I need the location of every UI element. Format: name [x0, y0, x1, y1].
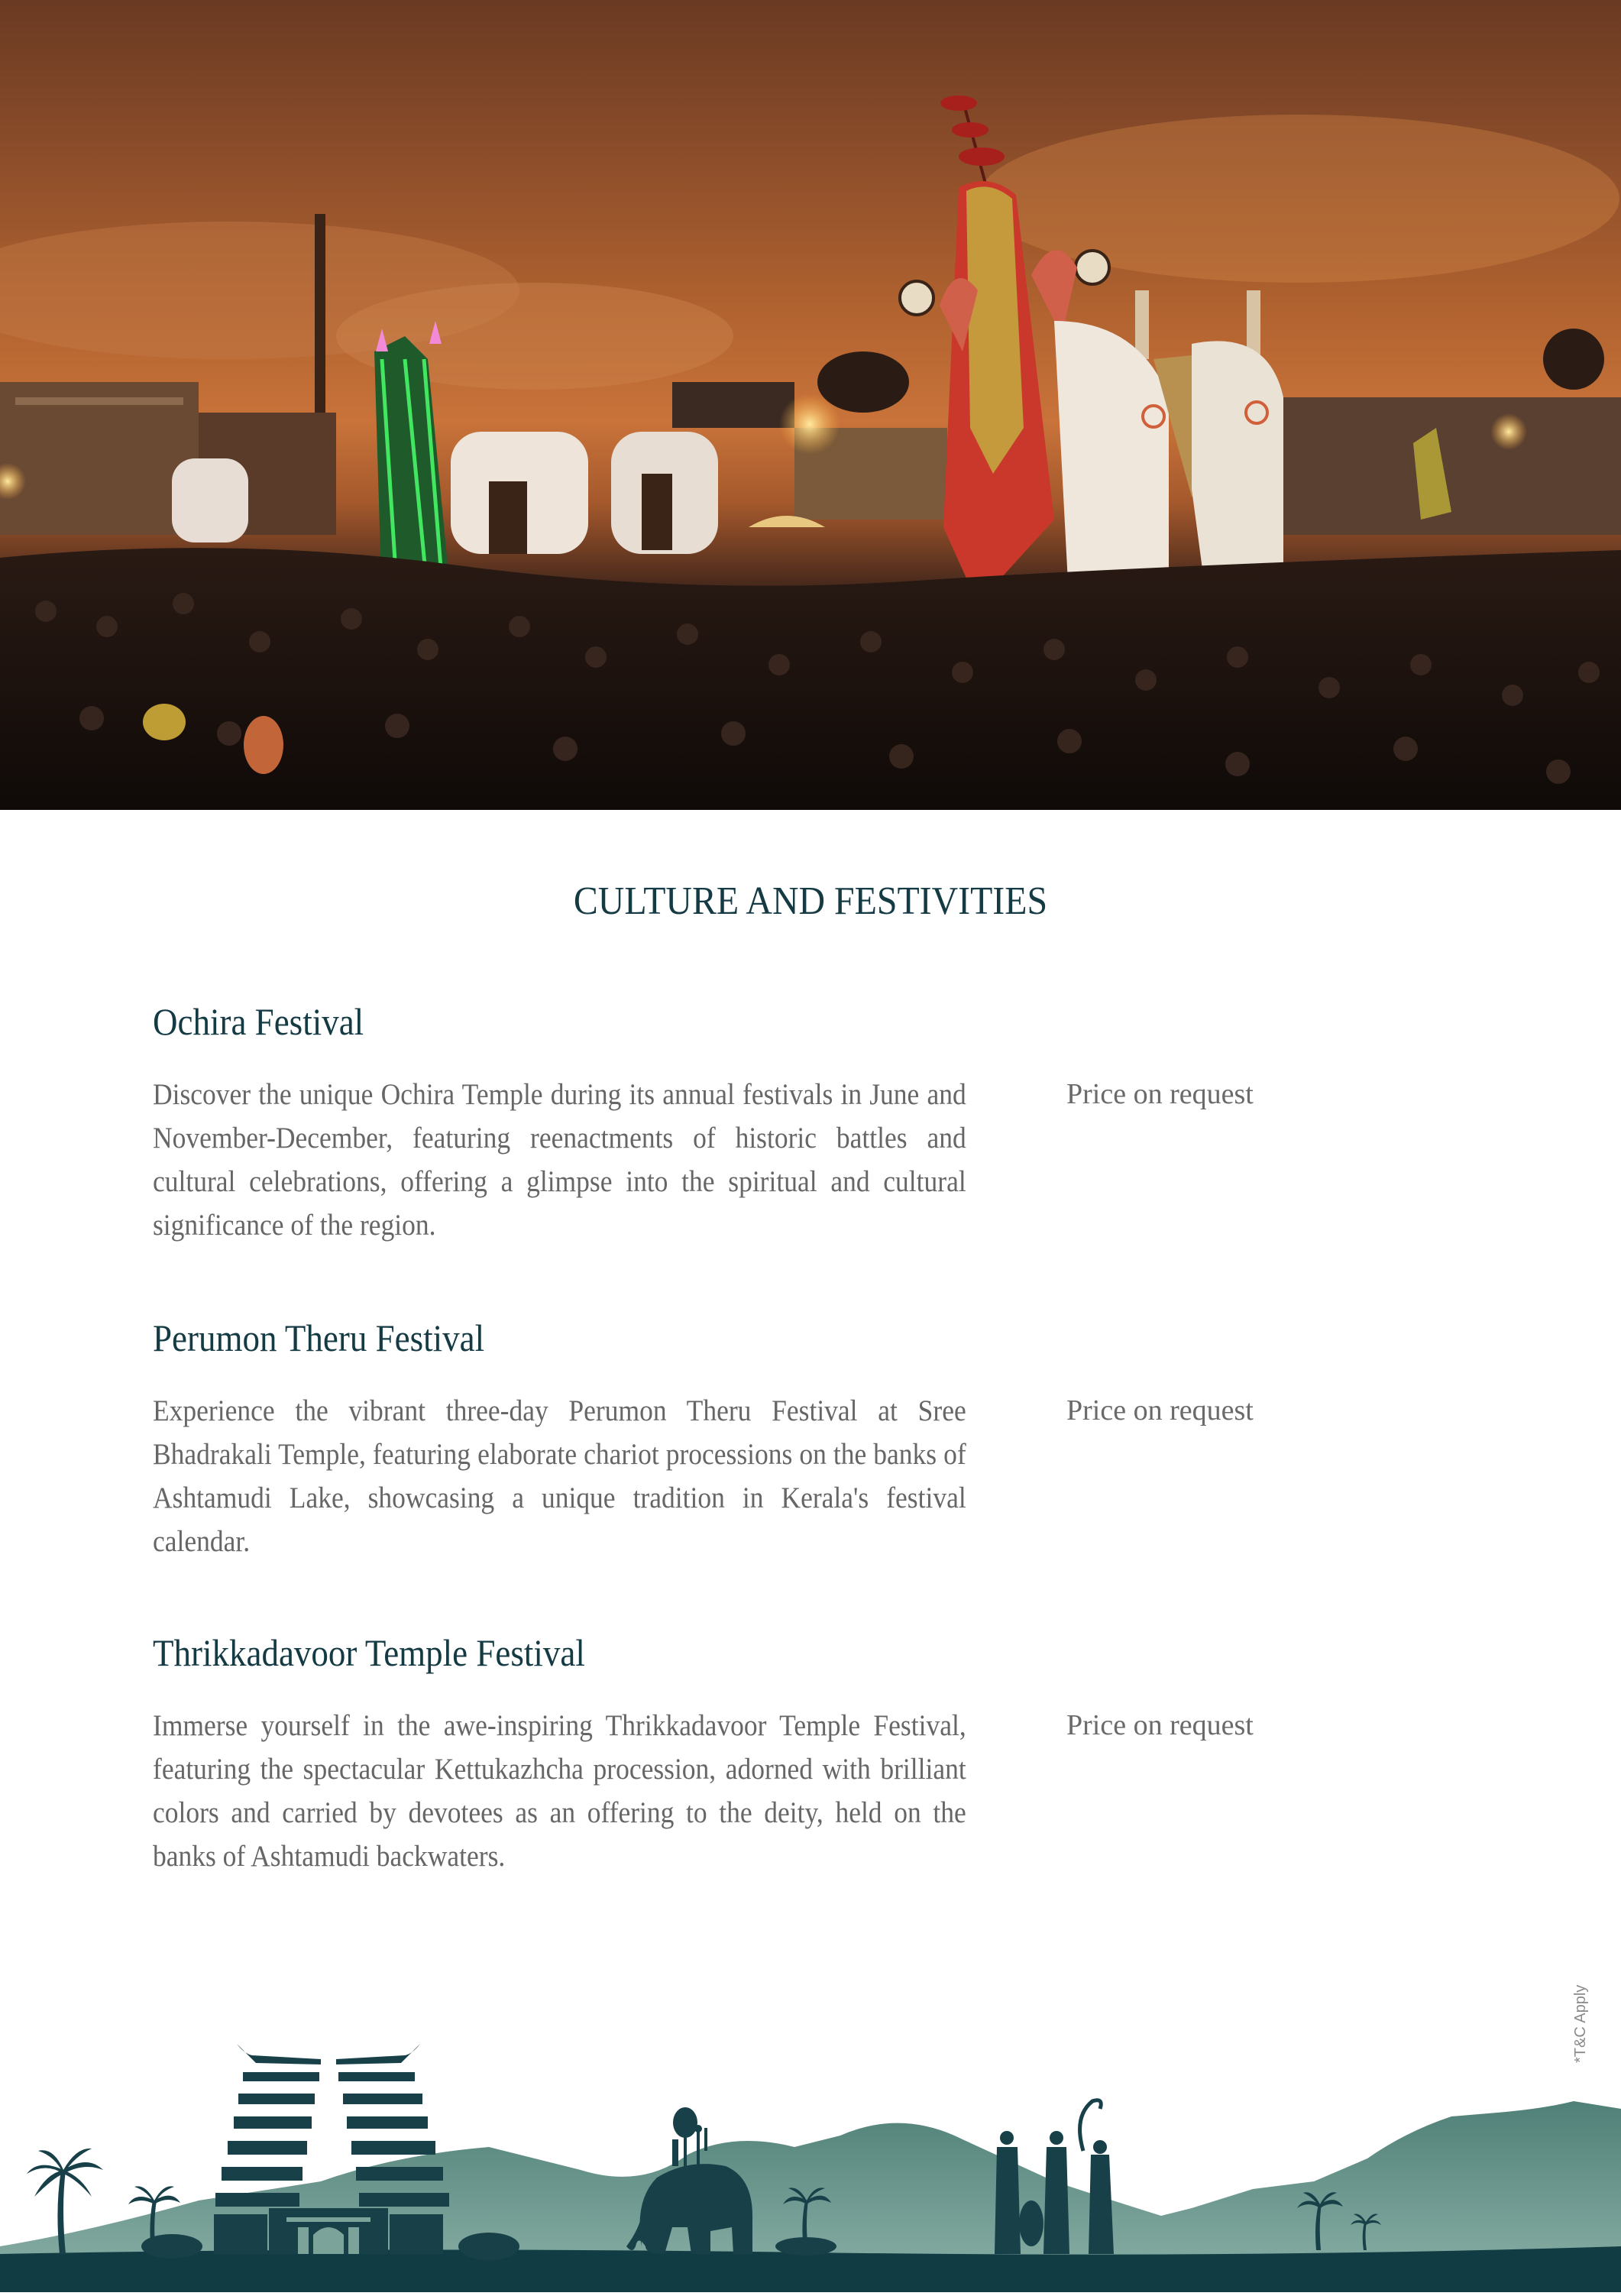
festival-price: Price on request — [1066, 1709, 1254, 1741]
footer-skyline — [0, 2017, 1621, 2292]
terms-note: *T&C Apply — [1572, 1984, 1589, 2063]
temple-gopuram-icon — [214, 2044, 449, 2254]
festival-price: Price on request — [1066, 1078, 1254, 1110]
festival-description: Discover the unique Ochira Temple during its annual festivals in June and November-December, featuring reenactments of historic battles and cultural celebrations, offering a glimpse into the spiritual and cultural significance of the region. — [153, 1078, 966, 1242]
festival-name: Perumon Theru Festival — [153, 1316, 485, 1359]
festival-name: Ochira Festival — [153, 1000, 364, 1043]
festival-description: Experience the vibrant three-day Perumon Theru Festival at Sree Bhadrakali Temple, featuring elaborate chariot processions on the banks of Ashtamudi Lake, showcasing a unique tradition in Kerala's festival calendar. — [153, 1394, 966, 1558]
section-title: CULTURE AND FESTIVITIES — [573, 879, 1048, 923]
festival-price: Price on request — [1066, 1394, 1254, 1426]
drummers-icon — [995, 2100, 1114, 2254]
festival-description: Immerse yourself in the awe-inspiring Thrikkadavoor Temple Festival, featuring the spectacular Kettukazhcha procession, adorned with brilliant colors and carried by devotees as an offering to the deity, held on the banks of Ashtamudi backwaters. — [153, 1709, 966, 1873]
kerala-skyline-illustration — [0, 2017, 1621, 2292]
hero-photo — [0, 0, 1621, 810]
festival-name: Thrikkadavoor Temple Festival — [153, 1631, 585, 1674]
festival-photo-illustration — [0, 0, 1621, 810]
